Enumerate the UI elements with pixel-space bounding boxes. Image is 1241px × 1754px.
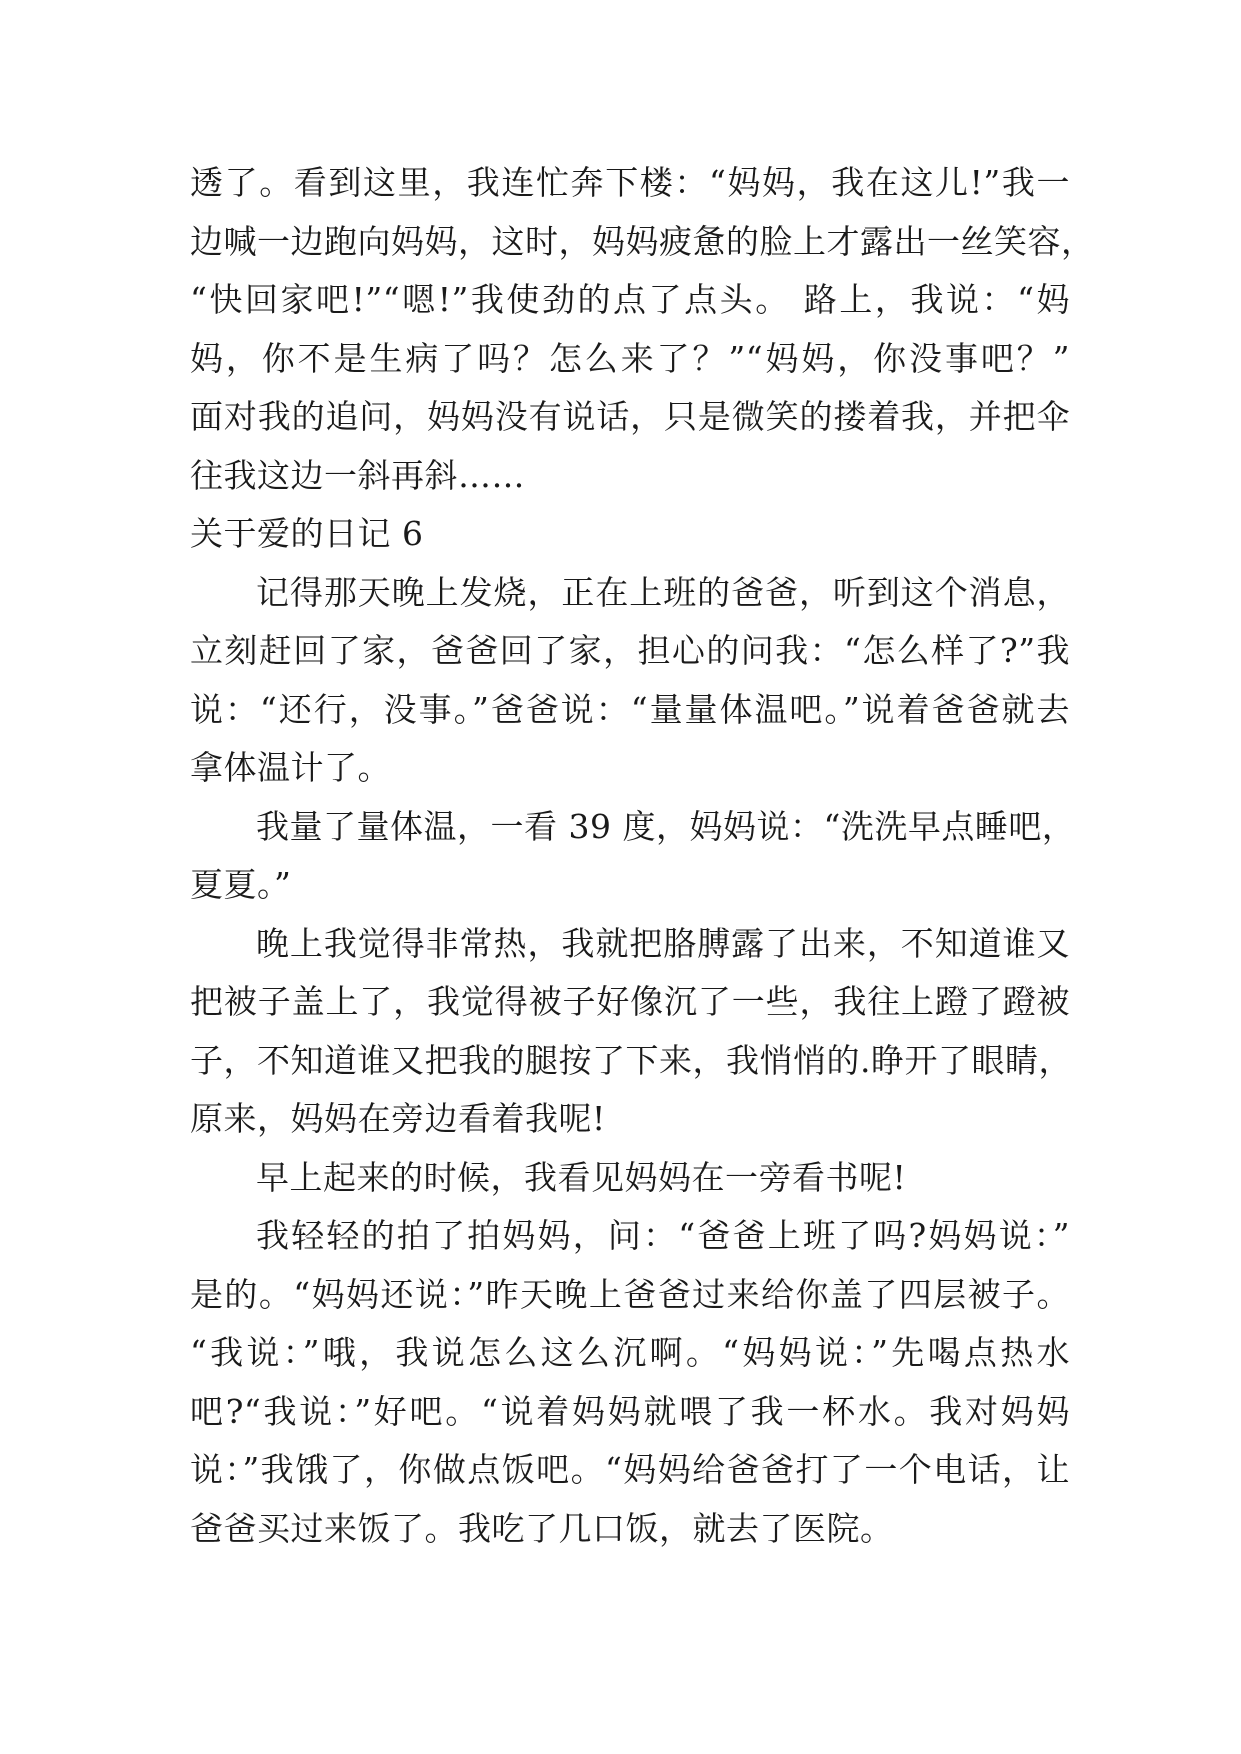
text-line: 边喊一边跑向妈妈，这时，妈妈疲惫的脸上才露出一丝笑容，	[190, 221, 1095, 261]
text-line: 透了。看到这里，我连忙奔下楼：“妈妈，我在这儿!”我一	[190, 163, 1070, 202]
text-line: 早上起来的时候，我看见妈妈在一旁看书呢!	[256, 1157, 907, 1197]
text-line: 夏夏。”	[190, 865, 292, 904]
text-line: 说：“还行，没事。”爸爸说：“量量体温吧。”说着爸爸就去	[190, 689, 1070, 729]
text-line: 妈，你不是生病了吗？怎么来了？”“妈妈，你没事吧？”	[190, 338, 1070, 378]
text-line: 吧?“我说：”好吧。“说着妈妈就喂了我一杯水。我对妈妈	[190, 1391, 1070, 1431]
text-line: 原来，妈妈在旁边看着我呢!	[190, 1099, 606, 1138]
text-line: 说：”我饿了，你做点饭吧。“妈妈给爸爸打了一个电话，让	[190, 1450, 1070, 1489]
text-line: 是的。“妈妈还说：”昨天晚上爸爸过来给你盖了四层被子。	[190, 1274, 1070, 1314]
text-line: 子，不知道谁又把我的腿按了下来，我悄悄的.睁开了眼睛，	[190, 1040, 1072, 1080]
text-line: 记得那天晚上发烧，正在上班的爸爸，听到这个消息，	[256, 572, 1070, 612]
section-heading: 关于爱的日记 6	[190, 514, 424, 553]
text-line: 拿体温计了。	[190, 748, 391, 787]
text-line: 晚上我觉得非常热，我就把胳膊露了出来，不知道谁又	[256, 923, 1070, 963]
text-line: 立刻赶回了家，爸爸回了家，担心的问我：“怎么样了?”我	[190, 631, 1070, 670]
document-body	[190, 154, 1095, 1558]
text-line: 往我这边一斜再斜……	[190, 455, 525, 495]
text-line: 把被子盖上了，我觉得被子好像沉了一些，我往上蹬了蹬被	[190, 982, 1070, 1021]
text-line: 我量了量体温，一看 39 度，妈妈说：“洗洗早点睡吧，	[256, 806, 1076, 846]
text-line: 面对我的追问，妈妈没有说话，只是微笑的搂着我，并把伞	[190, 397, 1070, 436]
text-line: 我轻轻的拍了拍妈妈，问：“爸爸上班了吗?妈妈说：”	[256, 1216, 1070, 1255]
text-line: “我说：”哦，我说怎么这么沉啊。“妈妈说：”先喝点热水	[190, 1333, 1070, 1372]
text-line: 爸爸买过来饭了。我吃了几口饭，就去了医院。	[190, 1508, 894, 1548]
text-line: “快回家吧!”“嗯!”我使劲的点了点头。 路上，我说：“妈	[190, 280, 1070, 319]
